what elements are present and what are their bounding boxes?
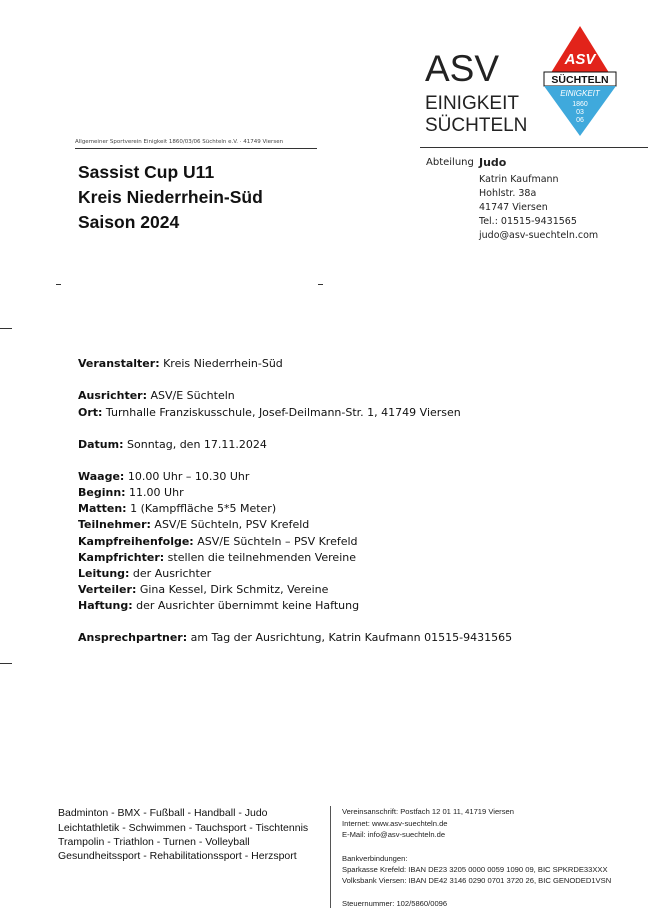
sports-line-2: Leichtathletik - Schwimmen - Tauchsport - Tischtennis <box>58 822 309 834</box>
detail-waage: Waage: 10.00 Uhr – 10.30 Uhr <box>78 470 250 483</box>
window-corner-mark-left <box>56 284 61 285</box>
footer-bank-title: Bankverbindungen: <box>342 854 408 863</box>
detail-kampfrichter: Kampfrichter: stellen die teilnehmenden Vereine <box>78 551 356 564</box>
detail-verteiler: Verteiler: Gina Kessel, Dirk Schmitz, Vereine <box>78 583 329 596</box>
contact-email: judo@asv-suechteln.com <box>479 230 599 241</box>
footer-bank-sparkasse: Sparkasse Krefeld: IBAN DE23 3205 0000 0059 1090 09, BIC SPKRDE33XXX <box>342 865 608 874</box>
badge-year-03: 03 <box>576 109 584 116</box>
document-title-line-3: Saison 2024 <box>78 212 180 232</box>
detail-ausrichter: Ausrichter: ASV/E Süchteln <box>78 389 235 402</box>
contact-name: Katrin Kaufmann <box>479 174 559 185</box>
document-title-line-2: Kreis Niederrhein-Süd <box>78 187 263 207</box>
sender-address-line: Allgemeiner Sportverein Einigkeit 1860/03/06 Süchteln e.V. · 41749 Viersen <box>75 139 284 145</box>
sports-line-4: Gesundheitssport - Rehabilitationssport - Herzsport <box>58 850 297 862</box>
contact-street: Hohlstr. 38a <box>479 188 537 199</box>
detail-kampfreihenfolge: Kampfreihenfolge: ASV/E Süchteln – PSV Krefeld <box>78 535 358 548</box>
footer-bank-volksbank: Volksbank Viersen: IBAN DE42 3146 0290 0701 3720 26, BIC GENODED1VSN <box>342 876 612 885</box>
fold-mark-top <box>0 328 12 329</box>
detail-haftung: Haftung: der Ausrichter übernimmt keine Haftung <box>78 599 360 612</box>
footer-internet: Internet: www.asv-suechteln.de <box>342 819 448 828</box>
badge-year-06: 06 <box>576 117 584 124</box>
detail-ansprechpartner: Ansprechpartner: am Tag der Ausrichtung, Katrin Kaufmann 01515-9431565 <box>78 631 513 644</box>
badge-einigkeit-text: EINIGKEIT <box>560 89 600 98</box>
department-value: Judo <box>479 156 507 169</box>
sports-line-1: Badminton - BMX - Fußball - Handball - Judo <box>58 807 268 819</box>
detail-datum: Datum: Sonntag, den 17.11.2024 <box>78 438 267 451</box>
footer-address: Vereinsanschrift: Postfach 12 01 11, 41719 Viersen <box>342 807 514 816</box>
logo-asv-text: ASV <box>425 48 500 89</box>
footer-divider <box>330 806 331 908</box>
logo-suechteln-text: SÜCHTELN <box>425 115 528 136</box>
detail-teilnehmer: Teilnehmer: ASV/E Süchteln, PSV Krefeld <box>78 518 310 531</box>
window-corner-mark-right <box>318 284 323 285</box>
sports-line-3: Trampolin - Triathlon - Turnen - Volleyball <box>58 836 250 848</box>
department-label: Abteilung <box>426 157 474 168</box>
club-badge-logo <box>540 24 620 138</box>
header-divider <box>420 147 648 148</box>
contact-phone: Tel.: 01515-9431565 <box>479 216 577 227</box>
detail-matten: Matten: 1 (Kampffläche 5*5 Meter) <box>78 502 277 515</box>
footer-tax-number: Steuernummer: 102/5860/0096 <box>342 899 448 908</box>
footer-email: E-Mail: info@asv-suechteln.de <box>342 830 446 839</box>
detail-veranstalter: Veranstalter: Kreis Niederrhein-Süd <box>78 357 283 370</box>
detail-ort: Ort: Turnhalle Franziskusschule, Josef-Deilmann-Str. 1, 41749 Viersen <box>78 406 461 419</box>
badge-year-1860: 1860 <box>572 101 588 108</box>
detail-leitung: Leitung: der Ausrichter <box>78 567 212 580</box>
document-title-line-1: Sassist Cup U11 <box>78 162 215 182</box>
badge-asv-text: ASV <box>564 51 596 68</box>
fold-mark-bottom <box>0 663 12 664</box>
contact-city: 41747 Viersen <box>479 202 548 213</box>
detail-beginn: Beginn: 11.00 Uhr <box>78 486 184 499</box>
logo-einigkeit-text: EINIGKEIT <box>425 93 519 114</box>
sender-underline <box>75 148 317 149</box>
badge-suechteln-text: SÜCHTELN <box>551 74 609 86</box>
